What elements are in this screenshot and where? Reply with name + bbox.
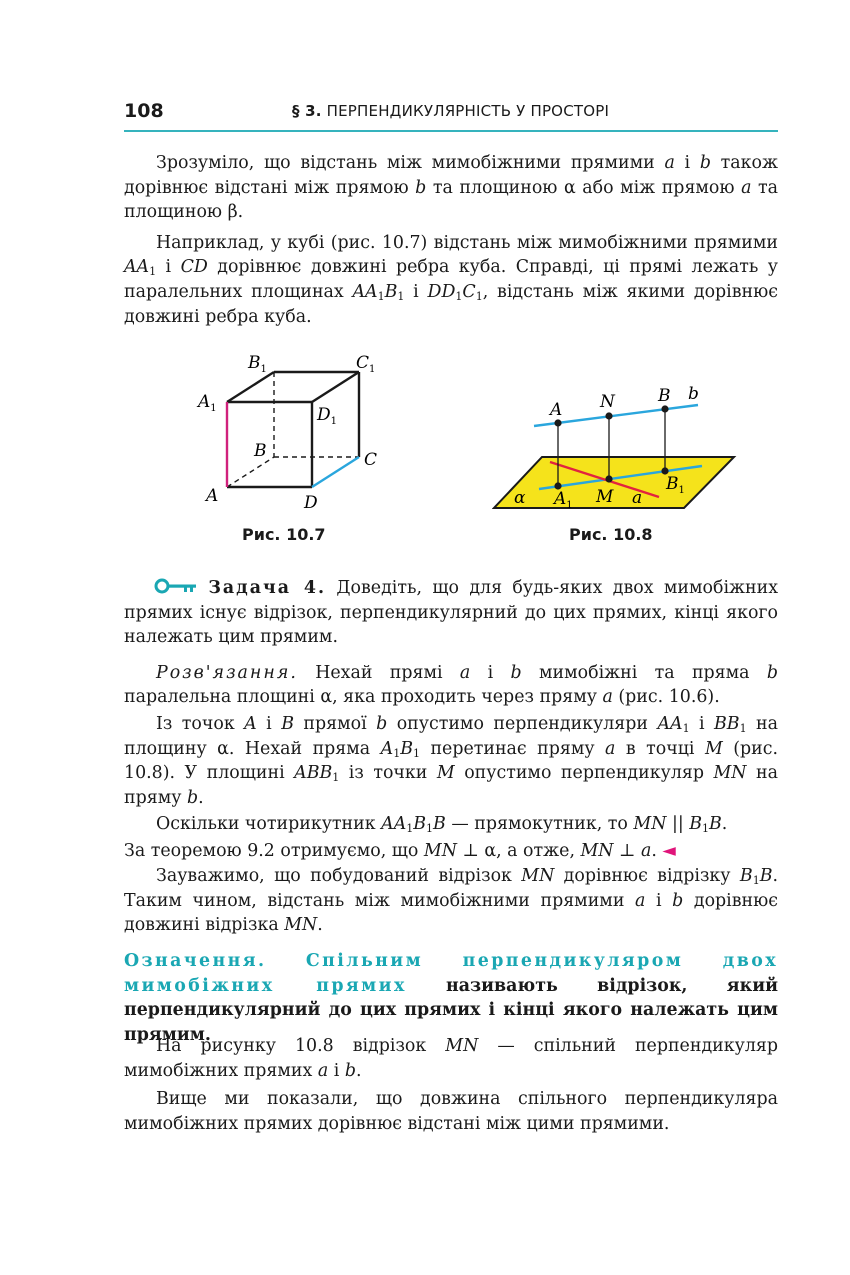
task-title: Задача 4.	[208, 578, 327, 598]
definition-term: Означення. Спільним перпендикуляром двох мимобіжних прямих	[124, 951, 778, 996]
label-line-a: a	[632, 488, 643, 508]
cube-figure	[194, 345, 484, 515]
page-header	[124, 98, 778, 132]
edge-a1b1	[227, 372, 274, 402]
section-mark: § 3.	[292, 102, 322, 120]
point-a	[554, 419, 561, 426]
figure-caption-10-7: Рис. 10.7	[242, 525, 326, 544]
paragraph-1: Зрозуміло, що відстань між мимобіжними прямими a і b також дорівнює відстані між прямою b та площиною α або між прямою a та площиною β.	[124, 153, 779, 223]
figures-row	[124, 340, 778, 550]
label-B: B	[658, 386, 671, 406]
page-number: 108	[124, 100, 164, 122]
label-c: C	[364, 450, 378, 470]
label-b1: $B_1$	[248, 353, 267, 375]
label-M: M	[596, 487, 614, 507]
figure-caption-10-8: Рис. 10.8	[569, 525, 653, 544]
proof-end-mark: ◄	[662, 840, 676, 861]
point-m	[605, 475, 612, 482]
last-paragraph: Вище ми показали, що довжина спільного перпендикуляра мимобіжних прямих дорівнює відстані між цими прямими.	[124, 1089, 778, 1134]
label-line-b: b	[688, 384, 699, 404]
point-b	[661, 405, 668, 412]
label-B1: $B_1$	[666, 474, 685, 496]
final-block	[124, 1034, 778, 1136]
label-b: B	[254, 441, 267, 461]
definition-text: називають відрізок, який перпендикулярний до цих прямих і кінці якого належать цим прямим.	[124, 975, 779, 1045]
section-title	[292, 102, 609, 120]
paragraph-2: Наприклад, у кубі (рис. 10.7) відстань між мимобіжними прямими $AA_1$ і CD дорівнює довжині ребра куба. Справді, ці прямі лежать у паралельних площинах $AA_1B_1$ і $DD_1C_1$, відстань між якими дорівнює довжині ребра куба.	[124, 232, 778, 327]
figure-reference-paragraph: На рисунку 10.8 відрізок MN — спільний перпендикуляр мимобіжних прямих a і b.	[124, 1036, 778, 1081]
note-block	[124, 864, 778, 938]
label-alpha: α	[514, 488, 526, 508]
label-a: A	[206, 486, 219, 506]
task-text: Доведіть, що для будь-яких двох мимобіжних прямих існує відрізок, перпендикулярний до цих прямих, кінці якого належать цим прямим.	[124, 578, 778, 648]
task-block	[124, 576, 778, 864]
plane-figure	[492, 365, 742, 535]
task-paragraph	[124, 576, 778, 650]
label-N: N	[600, 392, 615, 412]
hidden-edge-ab	[227, 457, 274, 487]
section-title-text: ПЕРПЕНДИКУЛЯРНІСТЬ У ПРОСТОРІ	[326, 102, 610, 120]
intro-block	[124, 151, 778, 329]
points-paragraph: Із точок A і B прямої b опустимо перпендикуляри $AA_1$ і $BB_1$ на площину α. Нехай пряма $A_1B_1$ перетинає пряму a в точці M (рис. 10.8). У площині $ABB_1$ із точки M опустимо перпендикуляр MN на пряму b.	[124, 713, 778, 808]
note-paragraph: Зауважимо, що побудований відрізок MN дорівнює відрізку $B_1B$. Таким чином, відстань між мимобіжними прямими a і b дорівнює довжині відрізка MN.	[124, 866, 779, 936]
edge-d1c1	[312, 372, 359, 402]
label-c1: $C_1$	[356, 353, 376, 375]
rectangle-paragraph: Оскільки чотирикутник $AA_1B_1B$ — прямокутник, то MN || $B_1B$.	[156, 814, 728, 836]
key-icon	[154, 578, 198, 594]
label-d1: $D_1$	[317, 405, 338, 427]
edge-cd	[312, 457, 359, 487]
label-A: A	[550, 400, 563, 420]
definition-paragraph	[124, 949, 778, 1047]
definition-block	[124, 949, 778, 1047]
solution-paragraph: Розв'язання. Нехай прямі a і b мимобіжні та пряма b паралельна площині α, яка проходить через пряму a (рис. 10.6).	[124, 662, 779, 708]
point-n	[605, 412, 612, 419]
label-A1: $A_1$	[554, 489, 573, 511]
theorem-line: За теоремою 9.2 отримуємо, що MN ⊥ α, а отже, MN ⊥ a. ◄	[124, 840, 676, 861]
label-a1: $A_1$	[198, 392, 217, 414]
label-d: D	[304, 493, 318, 513]
